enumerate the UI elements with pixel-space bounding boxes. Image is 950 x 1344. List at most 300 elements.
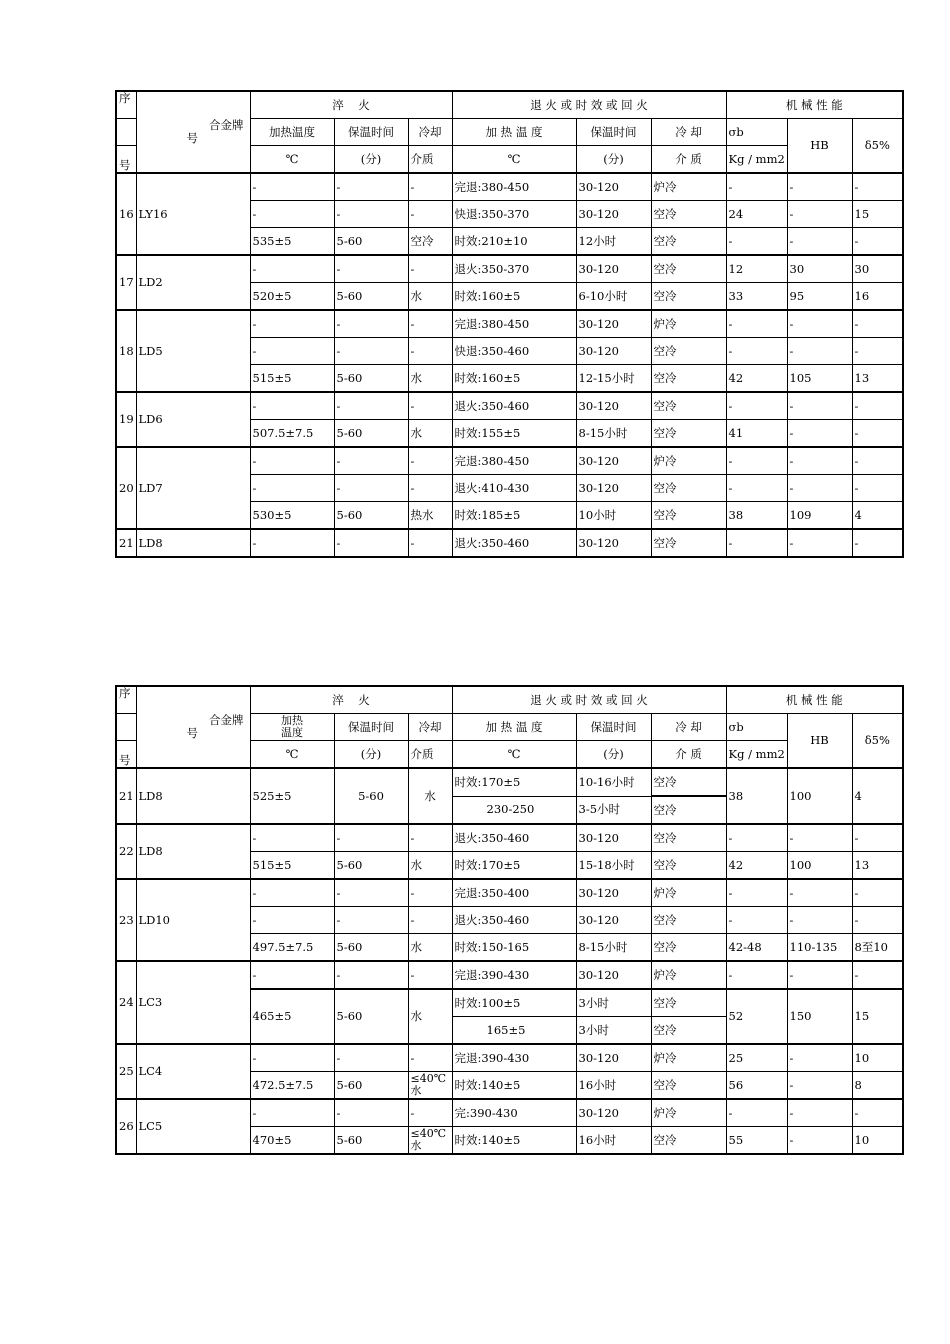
sigma-b-cell: - <box>726 961 787 989</box>
unit-celsius-2: ℃ <box>452 146 576 174</box>
unit-minutes: (分) <box>334 741 408 769</box>
anneal-hold-cell: 12-15小时 <box>576 365 651 393</box>
sigma-b-cell: - <box>726 310 787 338</box>
anneal-hold-cell: 12小时 <box>576 228 651 256</box>
cool2-header: 冷 却 <box>651 119 726 146</box>
seq-number: 25 <box>116 1044 136 1099</box>
quench-cool-cell: - <box>408 961 452 989</box>
quench-cool-cell: - <box>408 475 452 502</box>
anneal-cool-cell: 炉冷 <box>651 447 726 475</box>
anneal-cool-cell: 炉冷 <box>651 961 726 989</box>
quench-cool-cell: - <box>408 824 452 852</box>
hardness-hb-cell: - <box>787 907 852 934</box>
sigma-b-cell: 56 <box>726 1072 787 1100</box>
elongation-cell: - <box>852 173 903 201</box>
quench-cool-cell: - <box>408 255 452 283</box>
quench-hold-cell: - <box>334 338 408 365</box>
elongation-cell: - <box>852 879 903 907</box>
unit-minutes-2: (分) <box>576 741 651 769</box>
anneal-cool-cell: 空冷 <box>651 824 726 852</box>
table-row <box>116 310 903 338</box>
heat-treatment-table-2 <box>115 685 904 1155</box>
quench-temp-cell: 472.5±7.5 <box>250 1072 334 1100</box>
unit-minutes: (分) <box>334 146 408 174</box>
elongation-cell: - <box>852 475 903 502</box>
quench-cool-cell: - <box>408 310 452 338</box>
anneal-temp-cell: 230-250 <box>452 796 576 824</box>
quench-hold-cell: - <box>334 255 408 283</box>
delta-header: δ5% <box>852 119 903 174</box>
sigma-header: σb <box>726 119 787 146</box>
anneal-hold-cell: 3-5小时 <box>576 796 651 824</box>
elongation-cell: 15 <box>852 989 903 1044</box>
seq-header-mid <box>116 119 136 146</box>
quench-temp-cell: - <box>250 173 334 201</box>
hardness-hb-cell: 109 <box>787 502 852 530</box>
quench-hold-cell: 5-60 <box>334 768 408 824</box>
anneal-cool-cell: 空冷 <box>651 365 726 393</box>
anneal-hold-cell: 30-120 <box>576 201 651 228</box>
table-row <box>116 879 903 907</box>
quench-hold-cell: - <box>334 1099 408 1127</box>
quench-temp-cell: 535±5 <box>250 228 334 256</box>
quench-hold-cell: - <box>334 201 408 228</box>
hardness-hb-cell: - <box>787 961 852 989</box>
quench-temp-cell: 530±5 <box>250 502 334 530</box>
alloy-header-top: 合金牌 <box>209 118 244 133</box>
hardness-hb-cell: 105 <box>787 365 852 393</box>
quench-temp-cell: 525±5 <box>250 768 334 824</box>
sigma-header: σb <box>726 714 787 741</box>
quench-temp-cell: - <box>250 338 334 365</box>
quench-temp-cell: - <box>250 879 334 907</box>
anneal-temp-cell: 完退:390-430 <box>452 961 576 989</box>
quench-temp-cell: 497.5±7.5 <box>250 934 334 962</box>
quench-temp-cell: - <box>250 475 334 502</box>
quench-cool-cell: - <box>408 173 452 201</box>
anneal-hold-cell: 16小时 <box>576 1072 651 1100</box>
anneal-cool-cell: 空冷 <box>651 1017 726 1045</box>
anneal-temp-cell: 退火:350-370 <box>452 255 576 283</box>
sigma-b-cell: - <box>726 392 787 420</box>
anneal-cool-cell: 空冷 <box>651 420 726 448</box>
alloy-grade: LC4 <box>136 1044 250 1099</box>
hardness-hb-cell: - <box>787 529 852 557</box>
seq-number: 20 <box>116 447 136 529</box>
alloy-grade: LD8 <box>136 529 250 557</box>
unit-celsius: ℃ <box>250 741 334 769</box>
sigma-b-cell: 38 <box>726 502 787 530</box>
elongation-cell: - <box>852 907 903 934</box>
anneal-hold-cell: 30-120 <box>576 447 651 475</box>
anneal-temp-cell: 时效:140±5 <box>452 1127 576 1155</box>
hardness-hb-cell: 150 <box>787 989 852 1044</box>
quench-header: 淬 火 <box>250 686 452 714</box>
quench-cool-cell: 水 <box>408 852 452 880</box>
anneal-cool-cell: 炉冷 <box>651 1099 726 1127</box>
anneal-hold-cell: 30-120 <box>576 173 651 201</box>
hardness-hb-cell: 110-135 <box>787 934 852 962</box>
anneal-temp-cell: 退火:410-430 <box>452 475 576 502</box>
hardness-hb-cell: - <box>787 392 852 420</box>
quench-hold-cell: - <box>334 879 408 907</box>
anneal-hold-cell: 30-120 <box>576 338 651 365</box>
quench-hold-cell: 5-60 <box>334 989 408 1044</box>
anneal-cool-cell: 空冷 <box>651 1127 726 1155</box>
sigma-b-cell: - <box>726 475 787 502</box>
seq-number: 26 <box>116 1099 136 1154</box>
anneal-temp-cell: 时效:100±5 <box>452 989 576 1017</box>
seq-header-top: 序 <box>116 686 136 714</box>
anneal-temp-cell: 时效:210±10 <box>452 228 576 256</box>
anneal-cool-cell: 空冷 <box>651 989 726 1017</box>
quench-temp-cell: - <box>250 201 334 228</box>
alloy-grade: LC5 <box>136 1099 250 1154</box>
table-row <box>116 173 903 201</box>
quench-hold-cell: - <box>334 392 408 420</box>
anneal-temp-cell: 完退:390-430 <box>452 1044 576 1072</box>
heat-temp-header: 加热 温度 <box>250 714 334 741</box>
hardness-hb-cell: - <box>787 1044 852 1072</box>
alloy-grade: LD5 <box>136 310 250 392</box>
unit-medium: 介质 <box>408 741 452 769</box>
hold-time-header: 保温时间 <box>334 714 408 741</box>
sigma-b-cell: 33 <box>726 283 787 311</box>
sigma-b-cell: - <box>726 338 787 365</box>
anneal-hold-cell: 30-120 <box>576 310 651 338</box>
anneal-temp-cell: 165±5 <box>452 1017 576 1045</box>
table-row <box>116 255 903 283</box>
cool-header: 冷却 <box>408 714 452 741</box>
anneal-cool-cell: 空冷 <box>651 934 726 962</box>
sigma-b-cell: 41 <box>726 420 787 448</box>
hardness-hb-cell: - <box>787 420 852 448</box>
elongation-cell: 15 <box>852 201 903 228</box>
sigma-b-cell: 42 <box>726 365 787 393</box>
seq-header-bottom: 号 <box>116 146 136 174</box>
anneal-hold-cell: 30-120 <box>576 529 651 557</box>
sigma-b-cell: - <box>726 1099 787 1127</box>
quench-cool-cell: 水 <box>408 934 452 962</box>
anneal-hold-cell: 15-18小时 <box>576 852 651 880</box>
quench-temp-cell: - <box>250 392 334 420</box>
anneal-temp-cell: 时效:185±5 <box>452 502 576 530</box>
anneal-temp-cell: 完退:380-450 <box>452 447 576 475</box>
mech-header: 机 械 性 能 <box>726 686 903 714</box>
sigma-b-cell: - <box>726 228 787 256</box>
seq-header-mid <box>116 714 136 741</box>
quench-temp-cell: 507.5±7.5 <box>250 420 334 448</box>
quench-temp-cell: 515±5 <box>250 365 334 393</box>
hardness-hb-cell: 100 <box>787 768 852 824</box>
quench-temp-cell: - <box>250 447 334 475</box>
heat-temp-header: 加热温度 <box>250 119 334 146</box>
anneal-temp-cell: 快退:350-460 <box>452 338 576 365</box>
sigma-b-cell: - <box>726 447 787 475</box>
anneal-cool-cell: 空冷 <box>651 338 726 365</box>
quench-cool-cell: - <box>408 1044 452 1072</box>
anneal-temp-cell: 退火:350-460 <box>452 392 576 420</box>
elongation-cell: - <box>852 338 903 365</box>
table-row <box>116 1044 903 1072</box>
quench-temp-cell: 470±5 <box>250 1127 334 1155</box>
cool2-header: 冷 却 <box>651 714 726 741</box>
seq-number: 19 <box>116 392 136 447</box>
anneal-temp-cell: 快退:350-370 <box>452 201 576 228</box>
quench-cool-cell: - <box>408 201 452 228</box>
anneal-cool-cell: 炉冷 <box>651 879 726 907</box>
quench-cool-cell: - <box>408 879 452 907</box>
quench-hold-cell: 5-60 <box>334 934 408 962</box>
anneal-cool-cell: 空冷 <box>651 529 726 557</box>
quench-hold-cell: 5-60 <box>334 420 408 448</box>
anneal-hold-cell: 30-120 <box>576 961 651 989</box>
anneal-hold-cell: 10小时 <box>576 502 651 530</box>
sigma-b-cell: - <box>726 824 787 852</box>
anneal-cool-cell: 空冷 <box>651 768 726 796</box>
hardness-hb-cell: - <box>787 1072 852 1100</box>
alloy-grade: LD2 <box>136 255 250 310</box>
elongation-cell: 30 <box>852 255 903 283</box>
quench-hold-cell: 5-60 <box>334 502 408 530</box>
alloy-grade: LD6 <box>136 392 250 447</box>
mech-header: 机 械 性 能 <box>726 91 903 119</box>
quench-cool-cell: 水 <box>408 420 452 448</box>
anneal-temp-cell: 时效:170±5 <box>452 852 576 880</box>
seq-header-bottom: 号 <box>116 741 136 769</box>
anneal-hold-cell: 30-120 <box>576 475 651 502</box>
quench-cool-cell: 水 <box>408 283 452 311</box>
hardness-hb-cell: - <box>787 879 852 907</box>
anneal-hold-cell: 30-120 <box>576 907 651 934</box>
anneal-cool-cell: 空冷 <box>651 1072 726 1100</box>
anneal-temp-cell: 时效:155±5 <box>452 420 576 448</box>
anneal-cool-cell: 空冷 <box>651 201 726 228</box>
alloy-header-top: 合金牌 <box>209 713 244 728</box>
hardness-hb-cell: - <box>787 338 852 365</box>
anneal-temp-cell: 时效:140±5 <box>452 1072 576 1100</box>
seq-number: 17 <box>116 255 136 310</box>
quench-hold-cell: 5-60 <box>334 365 408 393</box>
hardness-hb-cell: - <box>787 173 852 201</box>
anneal-temp-cell: 时效:150-165 <box>452 934 576 962</box>
quench-hold-cell: - <box>334 907 408 934</box>
anneal-header: 退 火 或 时 效 或 回 火 <box>452 686 726 714</box>
elongation-cell: - <box>852 228 903 256</box>
hardness-hb-cell: 100 <box>787 852 852 880</box>
hb-header: HB <box>787 119 852 174</box>
unit-medium: 介质 <box>408 146 452 174</box>
elongation-cell: 13 <box>852 365 903 393</box>
anneal-cool-cell: 空冷 <box>651 283 726 311</box>
table-row <box>116 961 903 989</box>
anneal-hold-cell: 30-120 <box>576 255 651 283</box>
unit-kg-mm2: Kg / mm2 <box>726 741 787 769</box>
hardness-hb-cell: - <box>787 475 852 502</box>
quench-hold-cell: - <box>334 173 408 201</box>
quench-cool-cell: - <box>408 529 452 557</box>
quench-temp-cell: - <box>250 529 334 557</box>
quench-hold-cell: - <box>334 1044 408 1072</box>
hardness-hb-cell: - <box>787 1127 852 1155</box>
quench-hold-cell: - <box>334 310 408 338</box>
anneal-hold-cell: 8-15小时 <box>576 420 651 448</box>
sigma-b-cell: 25 <box>726 1044 787 1072</box>
elongation-cell: - <box>852 961 903 989</box>
anneal-cool-cell: 炉冷 <box>651 173 726 201</box>
quench-cool-cell: - <box>408 392 452 420</box>
anneal-temp-cell: 退火:350-460 <box>452 529 576 557</box>
sigma-b-cell: 12 <box>726 255 787 283</box>
hardness-hb-cell: - <box>787 1099 852 1127</box>
quench-cool-cell: - <box>408 1099 452 1127</box>
seq-number: 21 <box>116 529 136 557</box>
anneal-temp-cell: 完退:380-450 <box>452 173 576 201</box>
anneal-cool-cell: 炉冷 <box>651 310 726 338</box>
alloy-header-bottom: 号 <box>186 131 198 145</box>
heat-temp2-header: 加 热 温 度 <box>452 119 576 146</box>
seq-number: 21 <box>116 768 136 824</box>
hardness-hb-cell: - <box>787 201 852 228</box>
hold-time-header: 保温时间 <box>334 119 408 146</box>
elongation-cell: 13 <box>852 852 903 880</box>
anneal-hold-cell: 8-15小时 <box>576 934 651 962</box>
anneal-cool-cell: 空冷 <box>651 228 726 256</box>
anneal-temp-cell: 时效:160±5 <box>452 283 576 311</box>
anneal-hold-cell: 30-120 <box>576 879 651 907</box>
elongation-cell: 10 <box>852 1044 903 1072</box>
quench-hold-cell: 5-60 <box>334 852 408 880</box>
quench-temp-cell: - <box>250 1099 334 1127</box>
alloy-header <box>136 91 250 173</box>
anneal-header: 退 火 或 时 效 或 回 火 <box>452 91 726 119</box>
anneal-hold-cell: 10-16小时 <box>576 768 651 796</box>
anneal-temp-cell: 完退:350-400 <box>452 879 576 907</box>
quench-hold-cell: - <box>334 475 408 502</box>
table-row <box>116 529 903 557</box>
quench-hold-cell: 5-60 <box>334 283 408 311</box>
quench-hold-cell: - <box>334 447 408 475</box>
alloy-grade: LD7 <box>136 447 250 529</box>
unit-kg-mm2: Kg / mm2 <box>726 146 787 174</box>
quench-hold-cell: 5-60 <box>334 1127 408 1155</box>
anneal-hold-cell: 6-10小时 <box>576 283 651 311</box>
quench-hold-cell: - <box>334 961 408 989</box>
hardness-hb-cell: - <box>787 824 852 852</box>
seq-number: 23 <box>116 879 136 961</box>
delta-header: δ5% <box>852 714 903 769</box>
elongation-cell: - <box>852 392 903 420</box>
elongation-cell: - <box>852 1099 903 1127</box>
table-row <box>116 768 903 796</box>
elongation-cell: - <box>852 529 903 557</box>
unit-celsius-2: ℃ <box>452 741 576 769</box>
table-row <box>116 1099 903 1127</box>
anneal-hold-cell: 30-120 <box>576 1044 651 1072</box>
quench-cool-cell: - <box>408 447 452 475</box>
unit-medium-2: 介 质 <box>651 146 726 174</box>
anneal-cool-cell: 炉冷 <box>651 1044 726 1072</box>
unit-medium-2: 介 质 <box>651 741 726 769</box>
hb-header: HB <box>787 714 852 769</box>
elongation-cell: 10 <box>852 1127 903 1155</box>
alloy-grade: LD8 <box>136 768 250 824</box>
alloy-grade: LC3 <box>136 961 250 1044</box>
alloy-header-bottom: 号 <box>186 726 198 740</box>
anneal-cool-cell: 空冷 <box>651 852 726 880</box>
seq-number: 24 <box>116 961 136 1044</box>
sigma-b-cell: 52 <box>726 989 787 1044</box>
alloy-grade: LD8 <box>136 824 250 879</box>
elongation-cell: 8 <box>852 1072 903 1100</box>
sigma-b-cell: 55 <box>726 1127 787 1155</box>
sigma-b-cell: 42 <box>726 852 787 880</box>
quench-temp-cell: - <box>250 255 334 283</box>
quench-cool-cell: ≤40℃水 <box>408 1072 452 1100</box>
elongation-cell: 8至10 <box>852 934 903 962</box>
seq-number: 18 <box>116 310 136 392</box>
table-row <box>116 824 903 852</box>
hardness-hb-cell: - <box>787 310 852 338</box>
elongation-cell: - <box>852 824 903 852</box>
quench-hold-cell: 5-60 <box>334 1072 408 1100</box>
sigma-b-cell: 24 <box>726 201 787 228</box>
quench-cool-cell: 水 <box>408 768 452 824</box>
hold-time2-header: 保温时间 <box>576 119 651 146</box>
sigma-b-cell: 42-48 <box>726 934 787 962</box>
elongation-cell: 4 <box>852 502 903 530</box>
anneal-cool-cell: 空冷 <box>651 796 726 824</box>
table-row <box>116 392 903 420</box>
cool-header: 冷却 <box>408 119 452 146</box>
alloy-header <box>136 686 250 768</box>
anneal-cool-cell: 空冷 <box>651 255 726 283</box>
anneal-temp-cell: 时效:170±5 <box>452 768 576 796</box>
anneal-hold-cell: 30-120 <box>576 392 651 420</box>
sigma-b-cell: 38 <box>726 768 787 824</box>
anneal-cool-cell: 空冷 <box>651 392 726 420</box>
quench-cool-cell: ≤40℃水 <box>408 1127 452 1155</box>
quench-temp-cell: 515±5 <box>250 852 334 880</box>
elongation-cell: - <box>852 447 903 475</box>
quench-hold-cell: - <box>334 824 408 852</box>
anneal-hold-cell: 30-120 <box>576 824 651 852</box>
seq-number: 22 <box>116 824 136 879</box>
seq-header-top: 序 <box>116 91 136 119</box>
hardness-hb-cell: 30 <box>787 255 852 283</box>
anneal-cool-cell: 空冷 <box>651 907 726 934</box>
sigma-b-cell: - <box>726 907 787 934</box>
quench-hold-cell: 5-60 <box>334 228 408 256</box>
quench-cool-cell: - <box>408 338 452 365</box>
hardness-hb-cell: 95 <box>787 283 852 311</box>
quench-temp-cell: - <box>250 824 334 852</box>
quench-temp-cell: 465±5 <box>250 989 334 1044</box>
quench-temp-cell: - <box>250 907 334 934</box>
anneal-hold-cell: 16小时 <box>576 1127 651 1155</box>
anneal-temp-cell: 完:390-430 <box>452 1099 576 1127</box>
anneal-temp-cell: 退火:350-460 <box>452 824 576 852</box>
elongation-cell: 4 <box>852 768 903 824</box>
table-row <box>116 447 903 475</box>
hardness-hb-cell: - <box>787 447 852 475</box>
quench-cool-cell: - <box>408 907 452 934</box>
seq-number: 16 <box>116 173 136 255</box>
anneal-temp-cell: 完退:380-450 <box>452 310 576 338</box>
anneal-cool-cell: 空冷 <box>651 475 726 502</box>
quench-cool-cell: 水 <box>408 365 452 393</box>
anneal-hold-cell: 30-120 <box>576 1099 651 1127</box>
